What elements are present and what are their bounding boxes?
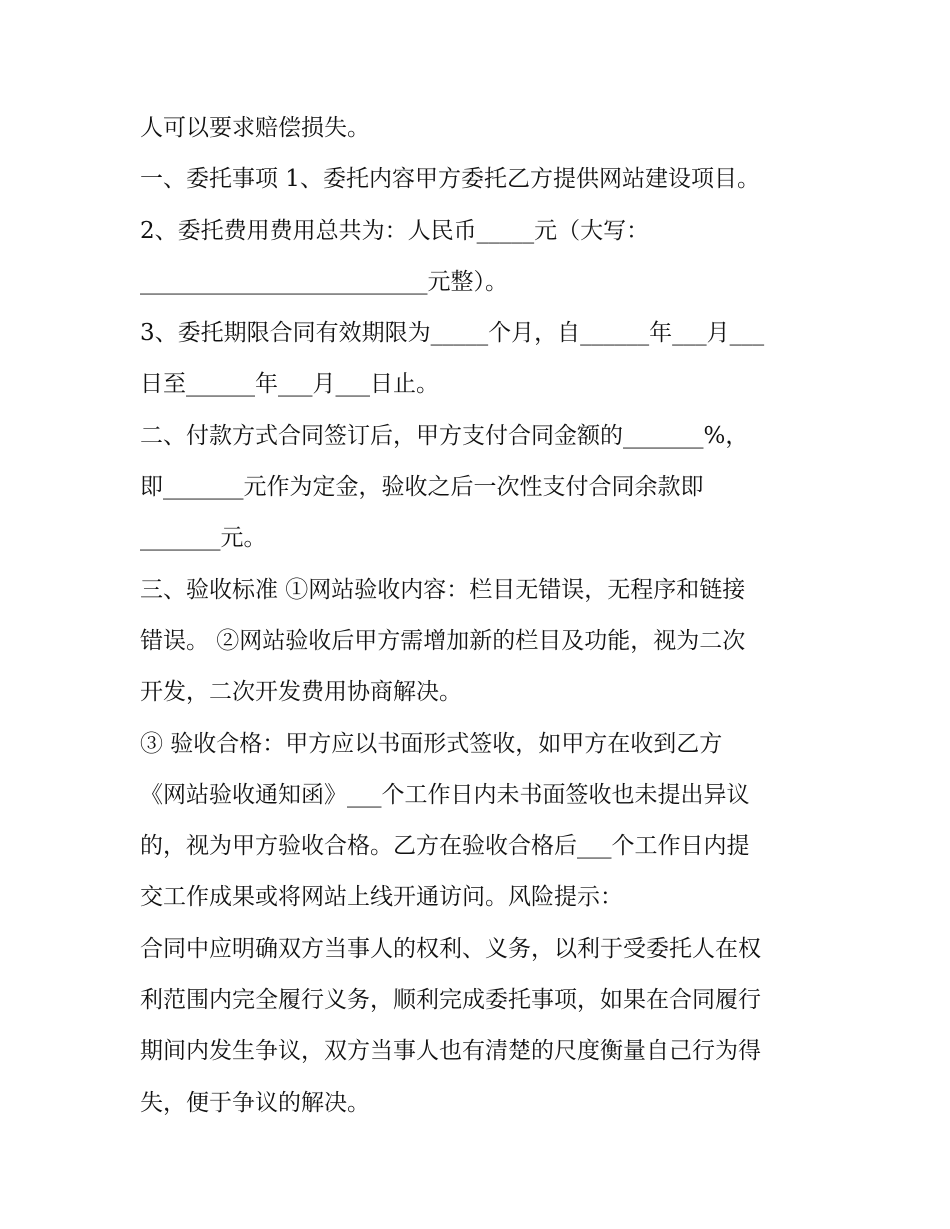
text-line: 错误。 ②网站验收后甲方需增加新的栏目及功能，视为二次 [140, 627, 746, 654]
text-line: ③ 验收合格：甲方应以书面形式签收，如甲方在收到乙方 [140, 730, 723, 757]
text-line: 期间内发生争议，双方当事人也有清楚的尺度衡量自己行为得 [140, 1038, 761, 1065]
document-body [140, 103, 820, 1129]
text-line: 失，便于争议的解决。 [140, 1089, 370, 1116]
text-line: 日至______年___月___日止。 [140, 371, 439, 398]
text-line: 开发，二次开发费用协商解决。 [140, 679, 462, 706]
text-line: 3、委托期限合同有效期限为_____个月，自______年___月___ [140, 320, 765, 347]
text-line: 二、付款方式合同签订后，甲方支付合同金额的_______%， [140, 422, 749, 449]
text-line: 一、委托事项 1、委托内容甲方委托乙方提供网站建设项目。 [140, 166, 760, 193]
text-line: 的，视为甲方验收合格。乙方在验收合格后___个工作日内提 [140, 833, 750, 860]
text-line: _________________________元整）。 [140, 268, 508, 295]
text-line: 2、委托费用费用总共为：人民币_____元（大写： [140, 217, 650, 244]
text-line: 利范围内完全履行义务，顺利完成委托事项，如果在合同履行 [140, 987, 761, 1014]
text-line: 交工作成果或将网站上线开通访问。风险提示： [140, 884, 623, 911]
text-line: 即_______元作为定金，验收之后一次性支付合同余款即 [140, 474, 704, 501]
text-line: 合同中应明确双方当事人的权利、义务，以利于受委托人在权 [140, 935, 761, 962]
text-line: 人可以要求赔偿损失。 [140, 115, 370, 141]
text-line: _______元。 [140, 525, 267, 552]
text-line: 《网站验收通知函》___个工作日内未书面签收也未提出异议 [140, 781, 750, 808]
text-line: 三、验收标准 ①网站验收内容：栏目无错误，无程序和链接 [140, 576, 746, 603]
